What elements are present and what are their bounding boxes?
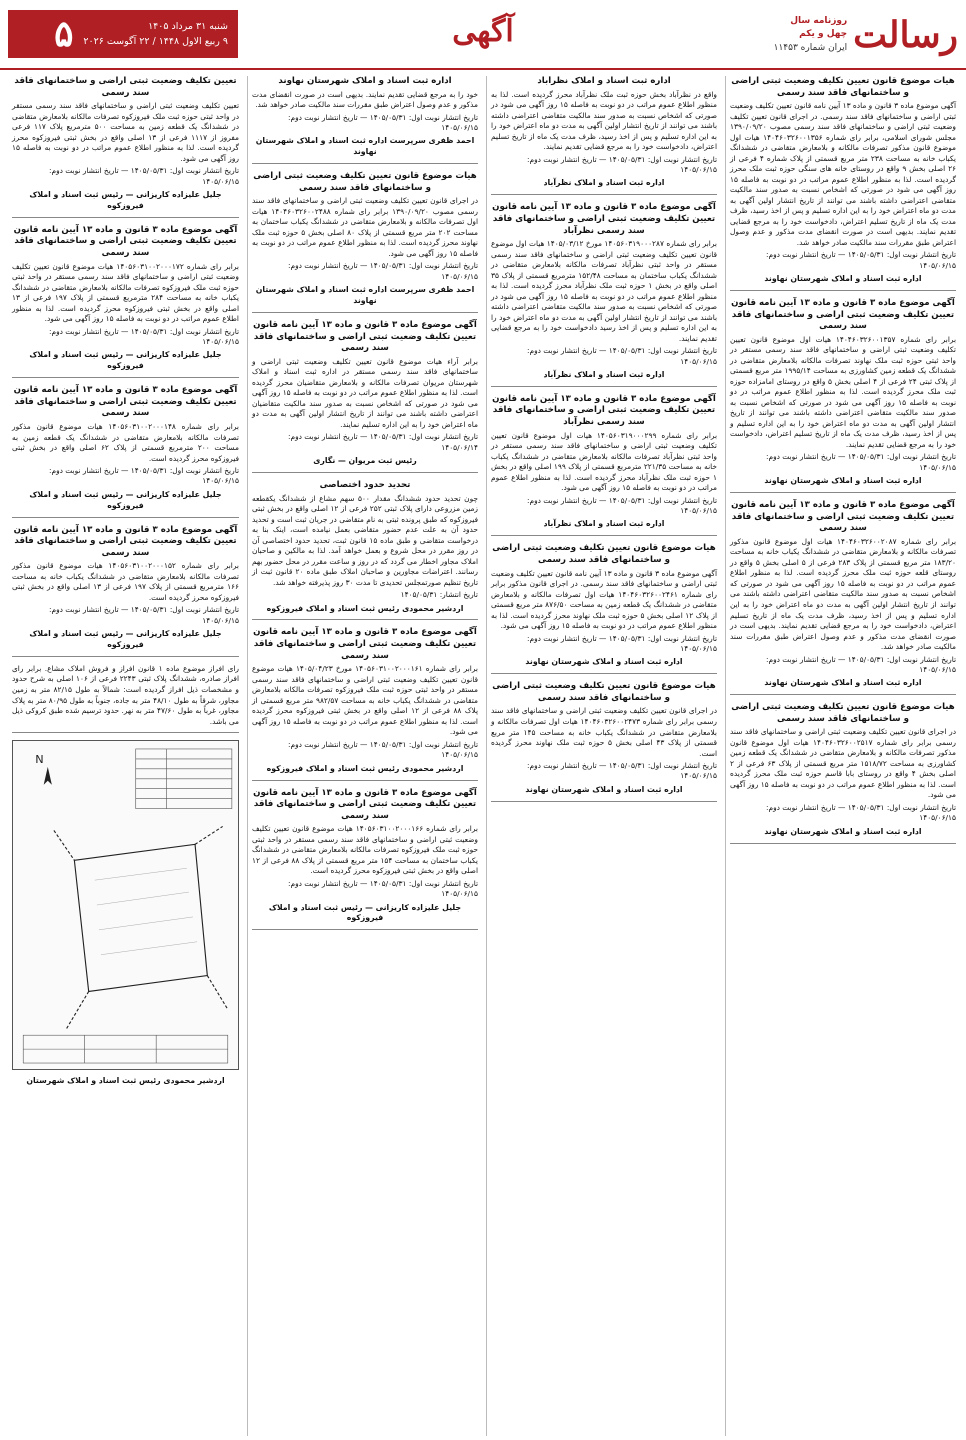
notice-body: آگهی موضوع ماده ۳ قانون و ماده ۱۳ آیین نامه قانون تعیین تکلیف وضعیت ثبتی اراضی و ساختمانهای فاقد سند رسمی. در اجرای قانون تعیین تکلیف وضعیت ثبتی اراضی و ساختمانهای فاقد سند رسمی مصوب ۱۳۹۰/۰۹/۲۰ مجلس شورای اسلامی، برابر رای شماره ۱۴۰۴۶۰۳۲۶۰۰۱۳۵۶ هیات اول موضوع قانون مذکور تصرفات مالکانه و بلامعارض متقاضی در ششدانگ یکباب خانه به مساحت ۲۳۸ متر مربع قسمتی از پلاک شماره ۴ فرعی از ۲۶ اصلی بخش ۹ واقع در روستای خانه های سنگی حوزه ثبت ملک محرز گردیده است. لذا به منظور اطلاع عموم مراتب در دو نوبت به فاصله ۱۵ روز آگهی می شود در صورتی که اشخاص نسبت به صدور سند مالکیت متقاضی اعتراضی داشته باشند می توانند از تاریخ انتشار اولین آگهی به مدت دو ماه اعتراض خود را به این اداره تسلیم و پس از اخذ رسید، ظرف مدت یک ماه از تاریخ تسلیم اعتراض، دادخواست خود را به مرجع قضایی تقدیم نمایند. بدیهی است در صورت انقضای مدت مذکور و عدم وصول اعتراض طبق مقررات سند مالکیت صادر خواهد شد. [730,101,957,247]
notice-body: برابر رای شماره ۱۴۰۵۶۰۳۱۰۰۲۰۰۰۱۷۲ هیات موضوع قانون تعیین تکلیف وضعیت ثبتی اراضی و ساختمانهای فاقد سند رسمی مستقر در واحد ثبتی حوزه ثبت ملک فیروزکوه تصرفات مالکانه بلامعارض متقاضی در ششدانگ یکباب خانه به مساحت ۲۸۴ مترمربع قسمتی از پلاک ۱۹۷ فرعی از ۱۳ اصلی واقع در بخش ثبتی فیروزکوه محرز گردیده است. لذا به منظور اطلاع عموم مراتب در دو نوبت به فاصله ۱۵ روز آگهی می شود. [12,261,239,324]
notice-signature: اداره ثبت اسناد و املاک نظرآباد [543,519,665,529]
column-2 [486,76,721,1436]
notice-body: آگهی موضوع ماده ۳ قانون و ماده ۱۳ آیین نامه قانون تعیین تکلیف وضعیت ثبتی اراضی و ساختمانهای فاقد سند رسمی. در اجرای قانون مذکور برابر رای شماره ۱۴۰۴۶۰۳۲۶۰۰۲۴۶۱ هیات اول تصرفات مالکانه و بلامعارض متقاضی در ششدانگ یک قطعه زمین به مساحت ۸۷۶/۵۰ متر مربع قسمتی از پلاک ۱۲ اصلی بخش ۵ حوزه ثبت ملک نهاوند محرز گردیده است. لذا به منظور اطلاع عموم مراتب در دو نوبت به فاصله ۱۵ روز آگهی می شود. [491,568,718,631]
legal-notice [12,76,239,218]
notice-date: تاریخ انتشار نوبت اول: ۱۴۰۵/۰۵/۳۱ — تاریخ انتشار نوبت دوم: ۱۴۰۵/۰۶/۱۵ [49,605,239,625]
legal-notice [252,76,478,164]
page-number: ۵ [54,13,74,55]
notice-title: آگهی موضوع ماده ۳ قانون و ماده ۱۳ آیین نامه قانون تعیین تکلیف وضعیت ثبتی اراضی و ساختمانهای فاقد سند رسمی [253,319,477,354]
notice-signature: جلیل علیزاده کاریزانی — رئیس ثبت اسناد و املاک فیروزکوه [268,902,462,923]
dates [83,19,228,49]
notice-body: خود را به مرجع قضایی تقدیم نمایند. بدیهی است در صورت انقضای مدت مذکور و عدم وصول اعتراض طبق مقررات سند مالکیت صادر خواهد شد. [252,89,478,110]
notice-body: برابر رای شماره ۱۴۰۴۶۰۳۲۶۰۰۲۰۸۷ هیات اول موضوع قانون مذکور تصرفات مالکانه و بلامعارض متقاضی در ششدانگ یکباب خانه به مساحت ۱۸۳/۲۰ متر مربع قسمتی از پلاک ۲۸۳ فرعی از ۵ اصلی بخش ۵ واقع در روستای قلعه حوزه ثبت ملک محرز گردیده است. لذا به منظور اطلاع عموم مراتب در دو نوبت به فاصله ۱۵ روز آگهی می شود در صورتی که اشخاص نسبت به صدور سند مالکیت متقاضی اعتراضی داشته باشند می توانند از تاریخ انتشار اولین آگهی به مدت دو ماه اعتراض خود را به این اداره تسلیم و پس از اخذ رسید، ظرف مدت یک ماه از تاریخ تسلیم اعتراض، دادخواست خود را به مرجع قضایی تقدیم نمایند. بدیهی است در صورت انقضای مدت مذکور و عدم وصول اعتراض طبق مقررات سند مالکیت صادر خواهد شد. [730,536,957,652]
notice-signature: اداره ثبت اسناد و املاک شهرستان نهاوند [764,274,922,284]
notice-title: هیات موضوع قانون تعیین تکلیف وضعیت ثبتی اراضی و ساختمانهای فاقد سند رسمی [492,681,716,703]
notice-title: آگهی موضوع ماده ۳ قانون و ماده ۱۳ آیین نامه قانون تعیین تکلیف وضعیت ثبتی اراضی و ساختمانهای فاقد سند رسمی نظرآباد [492,202,716,236]
notice-date: تاریخ انتشار نوبت اول: ۱۴۰۵/۰۵/۳۱ — تاریخ انتشار نوبت دوم: ۱۴۰۵/۰۶/۱۵ [527,761,717,781]
date-line2: ۹ ربیع الاول ۱۴۴۸ / ۲۲ آگوست ۲۰۲۶ [83,36,228,47]
notice-body: در اجرای قانون تعیین تکلیف وضعیت ثبتی اراضی و ساختمانهای فاقد سند رسمی مصوب ۱۳۹۰/۰۹/۲۰ برابر رای شماره ۱۴۰۴۶۰۳۲۶۰۰۲۴۸۸ هیات اول تصرفات مالکانه و بلامعارض متقاضی در ششدانگ یکباب ساختمان به مساحت ۲۰۲ متر مربع قسمتی از پلاک ۸۰ اصلی بخش ۵ حوزه ثبت ملک نهاوند محرز گردیده است. لذا به منظور اطلاع عموم مراتب در دو نوبت به فاصله ۱۵ روز آگهی می شود. [252,196,478,258]
notice-body: برابر رای شماره ۱۴۰۵۶۰۳۱۰۰۲۰۰۰۱۵۲ هیات موضوع قانون مذکور تصرفات مالکانه بلامعارض متقاضی در ششدانگ یکباب خانه به مساحت ۱۶۶ مترمربع قسمتی از پلاک ۱۹۷ فرعی از ۱۳ اصلی واقع در بخش ثبتی فیروزکوه محرز گردیده است. [12,561,239,602]
legal-notice [491,202,717,387]
notice-signature: جلیل علیزاده کاریزانی — رئیس ثبت اسناد و املاک فیروزکوه [29,350,222,371]
notice-body: واقع در نظرآباد بخش حوزه ثبت ملک نظرآباد محرز گردیده است. لذا به منظور اطلاع عموم مراتب در دو نوبت به فاصله ۱۵ روز آگهی می شود در صورتی که اشخاص نسبت به صدور سند مالکیت متقاضی اعتراضی داشته باشند می توانند از تاریخ انتشار اولین آگهی به مدت دو ماه اعتراض خود را به این اداره تسلیم و پس از اخذ رسید، ظرف مدت یک ماه از تاریخ تسلیم اعتراض، دادخواست خود را به مرجع قضایی تقدیم نمایند. [491,89,717,152]
notice-title: آگهی موضوع ماده ۳ قانون و ماده ۱۳ آیین نامه قانون تعیین تکلیف وضعیت ثبتی اراضی و ساختمانهای فاقد سند رسمی [731,500,955,534]
notice-title: آگهی موضوع ماده ۳ قانون و ماده ۱۳ آیین نامه قانون تعیین تکلیف وضعیت ثبتی اراضی و ساختمانهای فاقد سند رسمی [253,627,477,661]
notice-date: تاریخ انتشار نوبت اول: ۱۴۰۵/۰۵/۳۱ — تاریخ انتشار نوبت دوم: ۱۴۰۵/۰۶/۱۵ [288,878,478,899]
notice-date: تاریخ انتشار نوبت اول: ۱۴۰۵/۰۵/۳۱ — تاریخ انتشار نوبت دوم: ۱۴۰۵/۰۶/۱۵ [49,326,239,347]
notice-signature: اداره ثبت اسناد و املاک شهرستان نهاوند [764,678,922,688]
legal-notice [252,320,478,473]
notice-title: آگهی موضوع ماده ۳ قانون و ماده ۱۳ آیین نامه قانون تعیین تکلیف وضعیت ثبتی اراضی و ساختمانهای فاقد سند رسمی [13,224,238,258]
notice-body: در اجرای قانون تعیین تکلیف وضعیت ثبتی اراضی و ساختمانهای فاقد سند رسمی برابر رای شماره ۱۴۰۴۶۰۳۲۶۰۰۲۵۱۷ هیات اول موضوع قانون مذکور تصرفات مالکانه و بلامعارض متقاضی در ششدانگ یک قطعه زمین کشاورزی به مساحت ۱۵۱۸/۷۲ متر مربع قسمتی از پلاک ۶۳ فرعی از ۲ اصلی بخش ۴ واقع در روستای بابا قاسم حوزه ثبت ملک محرز گردیده است. لذا به منظور اطلاع عموم مراتب در دو نوبت به فاصله ۱۵ روز آگهی می شود. [730,727,956,800]
notice-body: چون تحدید حدود ششدانگ مقدار ۵۰۰ سهم مشاع از ششدانگ یکقطعه زمین مزروعی دارای پلاک ثبتی ۲۵۲ فرعی از ۱۲ اصلی واقع در بخش ثبتی فیروزکوه که طبق پرونده ثبتی به نام متقاضی در جریان ثبت است و تحدید حدود آن به علت عدم حضور متقاضی بعمل نیامده است، اینک بنا به درخواست متقاضی و طبق ماده ۱۵ قانون ثبت، تحدید حدود اختصاصی آن در روز مقرر در محل شروع و بعمل خواهد آمد. لذا به مالکین و صاحبان املاک مجاور اخطار می گردد که در روز و ساعت مقرر در محل حضور بهم رسانند. اعتراضات مجاورین و صاحبان املاک طبق ماده ۲۰ قانون ثبت از تاریخ تنظیم صورتمجلس تحدیدی تا مدت ۳۰ روز پذیرفته خواهد شد. [252,493,478,587]
notice-date: تاریخ انتشار نوبت اول: ۱۴۰۵/۰۵/۳۱ — تاریخ انتشار نوبت دوم: ۱۴۰۵/۰۶/۱۵ [49,466,239,486]
legal-notice [491,681,717,801]
notice-title: هیات موضوع قانون تعیین تکلیف وضعیت ثبتی اراضی و ساختمانهای فاقد سند رسمی [731,702,955,724]
notice-body: برابر رای شماره ۱۴۰۵۶۰۳۱۹۰۰۰۲۹۹ هیات اول موضوع قانون تعیین تکلیف وضعیت ثبتی اراضی و ساختمانهای فاقد سند رسمی مستقر در واحد ثبتی نظرآباد تصرفات مالکانه بلامعارض متقاضی در ششدانگ یکباب خانه به مساحت ۲۲۱/۳۵ مترمربع قسمتی از پلاک ۱۹۹ اصلی واقع در بخش ۱ حوزه ثبت ملک نظرآباد محرز گردیده است. لذا به منظور اطلاع عموم مراتب در دو نوبت به فاصله ۱۵ روز آگهی می شود. [491,430,718,493]
notice-date: تاریخ انتشار نوبت اول: ۱۴۰۵/۰۵/۳۱ — تاریخ انتشار نوبت دوم: ۱۴۰۵/۰۶/۱۴ [288,432,478,452]
issue-meta-line1: روزنامه سال چهل و یکم [790,15,848,40]
masthead [0,0,966,70]
notice-date: تاریخ انتشار نوبت اول: ۱۴۰۵/۰۵/۳۱ — تاریخ انتشار نوبت دوم: ۱۴۰۵/۰۶/۱۵ [766,802,956,823]
notice-signature: اداره ثبت اسناد و املاک نظرآباد [543,178,665,188]
notice-date: تاریخ انتشار نوبت اول: ۱۴۰۵/۰۵/۳۱ — تاریخ انتشار نوبت دوم: ۱۴۰۵/۰۶/۱۵ [766,250,956,270]
notice-date: تاریخ انتشار نوبت اول: ۱۴۰۵/۰۵/۳۱ — تاریخ انتشار نوبت دوم: ۱۴۰۵/۰۶/۱۵ [49,166,239,186]
notice-date: تاریخ انتشار نوبت اول: ۱۴۰۵/۰۵/۳۱ — تاریخ انتشار نوبت دوم: ۱۴۰۵/۰۶/۱۵ [527,633,717,654]
notice-date: تاریخ انتشار نوبت اول: ۱۴۰۵/۰۵/۳۱ — تاریخ انتشار نوبت دوم: ۱۴۰۵/۰۶/۱۵ [288,261,478,281]
survey-map [12,740,239,1070]
notice-title: هیات موضوع قانون تعیین تکلیف وضعیت ثبتی اراضی و ساختمانهای فاقد سند رسمی [731,76,955,98]
notice-date: تاریخ انتشار: ۱۴۰۵/۰۵/۳۱ [400,590,478,600]
legal-notice [491,394,717,537]
notice-signature: اداره ثبت اسناد و املاک نظرآباد [543,369,665,379]
issue-meta [768,15,847,56]
notice-title: آگهی موضوع ماده ۳ قانون و ماده ۱۳ آیین نامه قانون تعیین تکلیف وضعیت ثبتی اراضی و ساختمانهای فاقد سند رسمی [731,298,955,332]
legal-notice [730,298,956,493]
notice-body: برابر رای شماره ۱۴۰۵۶۰۳۱۰۰۲۰۰۰۱۶۱ مورخ ۱۴۰۵/۰۴/۲۳ هیات موضوع قانون تعیین تکلیف وضعیت ثبتی اراضی و ساختمانهای فاقد سند رسمی مستقر در واحد ثبتی حوزه ثبت ملک فیروزکوه تصرفات مالکانه بلامعارض متقاضی در ششدانگ یکباب خانه به مساحت ۹۸۲/۵۷ متر مربع قسمتی از پلاک ۸۸ فرعی از ۱۲ اصلی واقع در بخش ثبتی فیروزکوه محرز گردیده است. لذا به منظور اطلاع عموم مراتب در دو نوبت به فاصله ۱۵ روز آگهی می شود. [252,664,478,737]
notice-signature: اداره ثبت اسناد و املاک شهرستان نهاوند [525,784,683,794]
brand-block [768,6,958,64]
notice-body: برابر رای شماره ۱۴۰۵۶۰۳۱۰۰۲۰۰۰۱۴۸ هیات موضوع قانون مذکور تصرفات مالکانه بلامعارض متقاضی در ششدانگ یک قطعه زمین به مساحت ۲۰۰ مترمربع قسمتی از پلاک ۶۲ اصلی واقع در بخش ثبتی فیروزکوه محرز گردیده است. [12,422,239,463]
legal-notice [491,76,717,195]
legal-notice [252,788,478,931]
notice-date: تاریخ انتشار نوبت اول: ۱۴۰۵/۰۵/۳۱ — تاریخ انتشار نوبت دوم: ۱۴۰۵/۰۶/۱۵ [288,112,478,132]
column-3 [247,76,482,1436]
notice-date: تاریخ انتشار نوبت اول: ۱۴۰۵/۰۵/۳۱ — تاریخ انتشار نوبت دوم: ۱۴۰۵/۰۶/۱۵ [288,739,478,760]
notice-title: اداره ثبت اسناد و املاک نظرآباد [537,76,671,86]
notice-signature: جلیل علیزاده کاریزانی — رئیس ثبت اسناد و املاک فیروزکوه [29,629,222,650]
notice-signature: اداره ثبت اسناد و املاک شهرستان نهاوند [525,657,683,667]
notice-date: تاریخ انتشار نوبت اول: ۱۴۰۵/۰۵/۳۱ — تاریخ انتشار نوبت دوم: ۱۴۰۵/۰۶/۱۵ [527,495,717,516]
date-line1: شنبه ۳۱ مرداد ۱۴۰۵ [148,20,228,32]
notice-signature: اردشیر محمودی رئیس ثبت اسناد و املاک فیروزکوه [266,763,464,773]
notice-date: تاریخ انتشار نوبت اول: ۱۴۰۵/۰۵/۳۱ — تاریخ انتشار نوبت دوم: ۱۴۰۵/۰۶/۱۵ [527,154,717,175]
notice-signature: احمد ظفری سرپرست اداره ثبت اسناد و املاک شهرستان نهاوند [255,285,475,306]
notice-date: تاریخ انتشار نوبت اول: ۱۴۰۵/۰۵/۳۱ — تاریخ انتشار نوبت دوم: ۱۴۰۵/۰۶/۱۵ [766,654,956,674]
notice-title: هیات موضوع قانون تعیین تکلیف وضعیت ثبتی اراضی و ساختمانهای فاقد سند رسمی [492,543,716,565]
notice-title: تعیین تکلیف وضعیت ثبتی اراضی و ساختمانهای فاقد سند رسمی [14,76,237,98]
notice-signature: رئیس ثبت مریوان — نگاری [313,456,417,466]
legal-notice [252,171,478,313]
notice-body: برابر آراء هیات موضوع قانون تعیین تکلیف وضعیت ثبتی اراضی و ساختمانهای فاقد سند رسمی مستقر در اداره ثبت اسناد و املاک شهرستان مریوان تصرفات مالکانه و بلامعارض متقاضیان محرز گردیده است. لذا به منظور اطلاع عموم مراتب در دو نوبت به فاصله ۱۵ روز آگهی می شود در صورتی که اشخاص نسبت به صدور سند مالکیت متقاضیان اعتراضی داشته باشند می توانند از تاریخ انتشار اولین آگهی به مدت دو ماه اعتراض خود را به این اداره تسلیم نمایند. [252,356,478,429]
notice-signature: اردشیر محمودی رئیس ثبت اسناد و املاک فیروزکوه [266,603,464,613]
notice-signature: جلیل علیزاده کاریزانی — رئیس ثبت اسناد و املاک فیروزکوه [29,190,222,210]
partition-notice-body: رای افراز موضوع ماده ۱ قانون افراز و فروش املاک مشاع. برابر رای افراز صادره، ششدانگ پلاک ثبتی ۲۲۴۳ فرعی از ۱۰۶ اصلی به شرح حدود و مشخصات ذیل افراز گردیده است: شمالاً به طول ۸۲/۱۵ متر به زمین مجاور، شرقاً به طول ۴۸/۱۰ متر به جاده، جنوباً به طول ۸۰/۹۵ متر به پلاک مجاور، غرباً به طول ۴۷/۶۰ متر به نهر. حدود ترسیم شده طبق کروکی ذیل می باشد. [12,663,240,726]
section-title: آگهی [452,14,514,49]
partition-signature: اردشیر محمودی رئیس ثبت اسناد و املاک شهرستان [26,1076,225,1086]
column-1 [725,76,960,1436]
svg-text:N: N [35,753,44,766]
notice-date: تاریخ انتشار نوبت اول: ۱۴۰۵/۰۵/۳۱ — تاریخ انتشار نوبت دوم: ۱۴۰۵/۰۶/۱۵ [766,452,956,472]
legal-notice [12,225,239,378]
legal-notice [491,543,717,674]
legal-notice [730,500,956,695]
notice-title: آگهی موضوع ماده ۳ قانون و ماده ۱۳ آیین نامه قانون تعیین تکلیف وضعیت ثبتی اراضی و ساختمانهای فاقد سند رسمی [13,524,238,558]
notice-signature: جلیل علیزاده کاریزانی — رئیس ثبت اسناد و املاک فیروزکوه [29,489,222,510]
columns [6,76,960,1436]
notice-body: برابر رای شماره ۱۴۰۵۶۰۳۱۹۰۰۰۲۸۷ مورخ ۱۴۰۵/۰۳/۱۲ هیات اول موضوع قانون تعیین تکلیف وضعیت ثبتی اراضی و ساختمانهای فاقد سند رسمی مستقر در واحد ثبتی نظرآباد تصرفات مالکانه بلامعارض متقاضی در ششدانگ یکباب ساختمان به مساحت ۱۵۲/۴۸ مترمربع قسمتی از پلاک ۳۵ اصلی واقع در بخش ۱ حوزه ثبت ملک نظرآباد محرز گردیده است. لذا به منظور اطلاع عموم مراتب در دو نوبت به فاصله ۱۵ روز آگهی می شود در صورتی که اشخاص نسبت به صدور سند مالکیت متقاضی اعتراضی داشته باشند می توانند از تاریخ انتشار اولین آگهی به مدت دو ماه اعتراض خود را به این اداره تسلیم و پس از اخذ رسید دادخواست خود را به مرجع قضایی تقدیم نمایند. [491,239,717,343]
notice-title: اداره ثبت اسناد و املاک شهرستان نهاوند [278,76,452,86]
notice-body: تعیین تکلیف وضعیت ثبتی اراضی و ساختمانهای فاقد سند رسمی مستقر در واحد ثبتی حوزه ثبت ملک فیروزکوه تصرفات مالکانه بلامعارض متقاضی در ششدانگ یک قطعه زمین به مساحت ۵۰۰ مترمربع پلاک ۱۱۷ فرعی مفروز از ۱۱۱۷ فرعی از ۱۳ اصلی واقع در بخش ثبتی فیروزکوه محرز گردیده است. لذا به منظور اطلاع عموم مراتب در دو نوبت به فاصله ۱۵ روز آگهی می شود. [12,101,240,163]
legal-notice [252,480,478,621]
notice-body: برابر رای شماره ۱۴۰۵۶۰۳۱۰۰۲۰۰۰۱۶۶ هیات موضوع قانون تعیین تکلیف وضعیت ثبتی اراضی و ساختمانهای فاقد سند رسمی مستقر در واحد ثبتی حوزه ثبت ملک فیروزکوه تصرفات مالکانه بلامعارض متقاضی در ششدانگ یکباب ساختمان به مساحت ۱۵۴ متر مربع قسمتی از پلاک ۸۸ فرعی از ۱۲ اصلی واقع در بخش ثبتی فیروزکوه محرز گردیده است. [252,824,478,876]
legal-notice [12,385,239,517]
notice-body: در اجرای قانون تعیین تکلیف وضعیت ثبتی اراضی و ساختمانهای فاقد سند رسمی برابر رای شماره ۱۴۰۴۶۰۳۲۶۰۰۲۴۷۳ هیات اول تصرفات مالکانه و بلامعارض متقاضی در ششدانگ یکباب خانه به مساحت ۱۴۵ متر مربع قسمتی از پلاک ۴۳ اصلی بخش ۵ حوزه ثبت ملک نهاوند محرز گردیده است. [491,706,718,758]
legal-notice [12,525,239,657]
notice-body: برابر رای شماره ۱۴۰۴۶۰۳۲۶۰۰۱۳۵۷ هیات اول موضوع قانون تعیین تکلیف وضعیت ثبتی اراضی و ساختمانهای فاقد سند رسمی مستقر در واحد ثبتی حوزه ثبت ملک نهاوند تصرفات مالکانه بلامعارض متقاضی در ششدانگ یک قطعه زمین کشاورزی به مساحت ۱۹۹۵/۱۴ متر مربع قسمتی از پلاک ثبتی ۲۴ فرعی از ۴ اصلی بخش ۵ واقع در روستای امامزاده حوزه ثبت ملک محرز گردیده است. لذا به منظور اطلاع عموم مراتب در دو نوبت به فاصله ۱۵ روز آگهی می شود در صورتی که اشخاص نسبت به صدور سند مالکیت متقاضی اعتراضی داشته باشند می توانند از تاریخ انتشار اولین آگهی به مدت دو ماه اعتراض خود را به این اداره تسلیم و پس از اخذ رسید، ظرف مدت یک ماه از تاریخ تسلیم اعتراض، دادخواست خود را به مرجع قضایی تقدیم نمایند. [730,334,957,449]
notice-signature: احمد ظفری سرپرست اداره ثبت اسناد و املاک شهرستان نهاوند [255,136,475,157]
notice-signature: اداره ثبت اسناد و املاک شهرستان نهاوند [764,826,922,836]
legal-notice [730,76,956,291]
newspaper-logo: رسالت [853,14,958,56]
notice-date: تاریخ انتشار نوبت اول: ۱۴۰۵/۰۵/۳۱ — تاریخ انتشار نوبت دوم: ۱۴۰۵/۰۶/۱۵ [527,346,717,366]
legal-notice [252,627,478,780]
issue-meta-line2: ایران شماره ۱۱۴۵۳ [773,42,848,53]
legal-notice [730,702,956,843]
notice-title: آگهی موضوع ماده ۳ قانون و ماده ۱۳ آیین نامه قانون تعیین تکلیف وضعیت ثبتی اراضی و ساختمانهای فاقد سند رسمی [13,385,238,419]
notice-title: آگهی موضوع ماده ۳ قانون و ماده ۱۳ آیین نامه قانون تعیین تکلیف وضعیت ثبتی اراضی و ساختمانهای فاقد سند رسمی نظرآباد [492,393,716,428]
column-4 [8,76,243,1436]
notice-title: آگهی موضوع ماده ۳ قانون و ماده ۱۳ آیین نامه قانون تعیین تکلیف وضعیت ثبتی اراضی و ساختمانهای فاقد سند رسمی [253,787,477,821]
notice-title: تحدید حدود اختصاصی [319,479,411,490]
date-block [8,10,238,58]
partition-notice [12,664,239,733]
notice-title: هیات موضوع قانون تعیین تکلیف وضعیت ثبتی اراضی و ساختمانهای فاقد سند رسمی [253,171,477,193]
notice-signature: اداره ثبت اسناد و املاک شهرستان نهاوند [764,476,922,486]
